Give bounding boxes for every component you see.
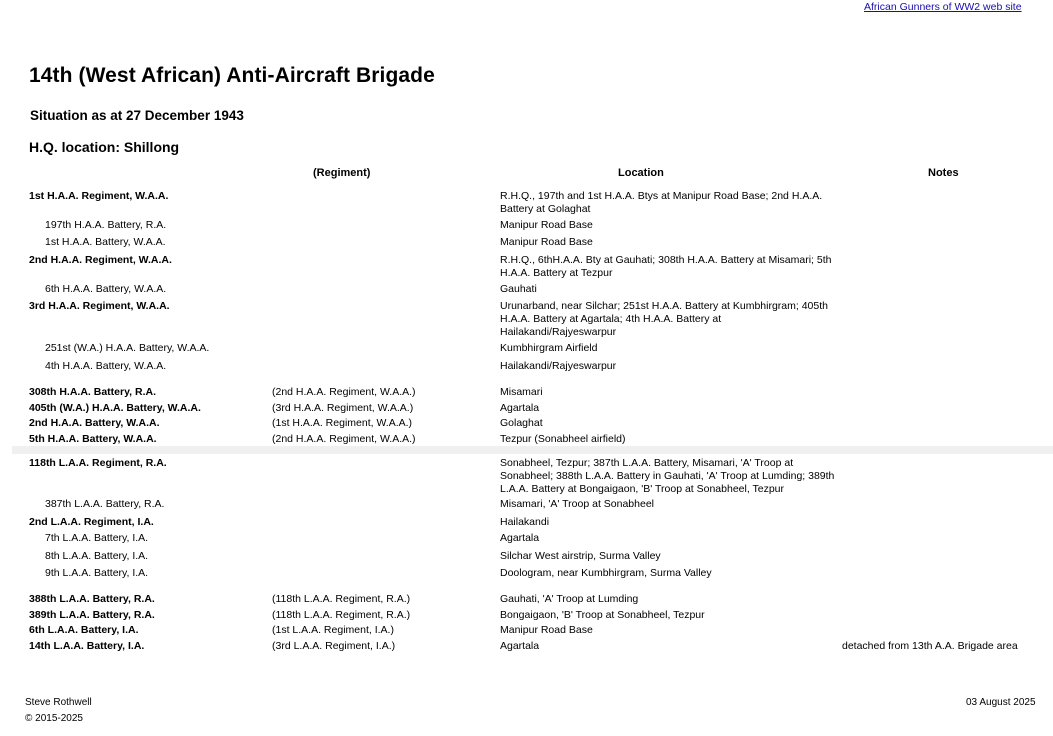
unit-location: Hailakandi — [500, 516, 550, 528]
unit-location: R.H.Q., 197th and 1st H.A.A. Btys at Manipur Road Base; 2nd H.A.A. Battery at Golaghat — [500, 190, 823, 215]
column-header-notes: Notes — [928, 167, 959, 179]
parent-regiment: (2nd H.A.A. Regiment, W.A.A.) — [272, 386, 416, 398]
parent-regiment: (118th L.A.A. Regiment, R.A.) — [272, 609, 411, 621]
unit-location: Bongaigaon, 'B' Troop at Sonabheel, Tezpur — [500, 609, 705, 621]
unit-name: 387th L.A.A. Battery, R.A. — [45, 498, 165, 510]
unit-name: 405th (W.A.) H.A.A. Battery, W.A.A. — [29, 402, 201, 414]
footer-date: 03 August 2025 — [966, 697, 1036, 708]
unit-location: Agartala — [500, 640, 540, 652]
unit-location: Manipur Road Base — [500, 624, 593, 636]
unit-name: 2nd H.A.A. Regiment, W.A.A. — [29, 254, 172, 266]
unit-name: 5th H.A.A. Battery, W.A.A. — [29, 433, 157, 445]
unit-name: 197th H.A.A. Battery, R.A. — [45, 219, 167, 231]
situation-date: Situation as at 27 December 1943 — [30, 108, 244, 123]
unit-location: Silchar West airstrip, Surma Valley — [500, 550, 661, 562]
unit-name: 6th L.A.A. Battery, I.A. — [29, 624, 139, 636]
column-header-location: Location — [618, 167, 664, 179]
unit-location: Tezpur (Sonabheel airfield) — [500, 433, 626, 445]
unit-location: Manipur Road Base — [500, 219, 593, 231]
unit-location: Agartala — [500, 402, 540, 414]
unit-name: 8th L.A.A. Battery, I.A. — [45, 550, 149, 562]
parent-regiment: (118th L.A.A. Regiment, R.A.) — [272, 593, 411, 605]
unit-location: R.H.Q., 6thH.A.A. Bty at Gauhati; 308th H.A.A. Battery at Misamari; 5th H.A.A. Battery at Tezpur — [500, 254, 832, 279]
unit-location: Sonabheel, Tezpur; 387th L.A.A. Battery, Misamari, 'A' Troop at Sonabheel; 388th L.A.A. Battery in Gauhati, 'A' Troop at Lumding; 389th L.A.A. Battery at Bongaigaon, 'B' Troop at Sonabheel, Tezpur — [500, 457, 835, 495]
unit-name: 388th L.A.A. Battery, R.A. — [29, 593, 155, 605]
unit-name: 251st (W.A.) H.A.A. Battery, W.A.A. — [45, 342, 210, 354]
unit-location: Doologram, near Kumbhirgram, Surma Valley — [500, 567, 712, 579]
unit-location: Gauhati — [500, 283, 537, 295]
parent-regiment: (3rd L.A.A. Regiment, I.A.) — [272, 640, 396, 652]
unit-location: Golaghat — [500, 417, 543, 429]
unit-name: 14th L.A.A. Battery, I.A. — [29, 640, 145, 652]
parent-regiment: (1st H.A.A. Regiment, W.A.A.) — [272, 417, 413, 429]
section-divider — [12, 446, 1053, 454]
unit-name: 3rd H.A.A. Regiment, W.A.A. — [29, 300, 170, 312]
unit-location: Hailakandi/Rajyeswarpur — [500, 360, 617, 372]
unit-name: 7th L.A.A. Battery, I.A. — [45, 532, 149, 544]
parent-regiment: (1st L.A.A. Regiment, I.A.) — [272, 624, 394, 636]
unit-name: 9th L.A.A. Battery, I.A. — [45, 567, 149, 579]
unit-name: 4th H.A.A. Battery, W.A.A. — [45, 360, 167, 372]
unit-location: Urunarband, near Silchar; 251st H.A.A. Battery at Kumbhirgram; 405th H.A.A. Battery at Agartala; 4th H.A.A. Battery at Hailakandi/Rajyeswarpur — [500, 300, 828, 338]
unit-location: Kumbhirgram Airfield — [500, 342, 598, 354]
unit-name: 1st H.A.A. Regiment, W.A.A. — [29, 190, 169, 202]
unit-location: Misamari, 'A' Troop at Sonabheel — [500, 498, 655, 510]
unit-location: Gauhati, 'A' Troop at Lumding — [500, 593, 639, 605]
unit-location: Misamari — [500, 386, 543, 398]
unit-name: 2nd H.A.A. Battery, W.A.A. — [29, 417, 160, 429]
unit-name: 389th L.A.A. Battery, R.A. — [29, 609, 155, 621]
unit-location: Agartala — [500, 532, 540, 544]
hq-location: H.Q. location: Shillong — [29, 139, 180, 155]
column-header-regiment: (Regiment) — [313, 167, 371, 179]
footer-author: Steve Rothwell — [25, 697, 92, 708]
footer-copyright: © 2015-2025 — [25, 713, 83, 724]
unit-name: 1st H.A.A. Battery, W.A.A. — [45, 236, 166, 248]
unit-name: 308th H.A.A. Battery, R.A. — [29, 386, 156, 398]
unit-name: 2nd L.A.A. Regiment, I.A. — [29, 516, 154, 528]
page-title: 14th (West African) Anti-Aircraft Brigade — [29, 64, 435, 87]
parent-regiment: (3rd H.A.A. Regiment, W.A.A.) — [272, 402, 414, 414]
unit-name: 6th H.A.A. Battery, W.A.A. — [45, 283, 167, 295]
unit-location: Manipur Road Base — [500, 236, 593, 248]
unit-name: 118th L.A.A. Regiment, R.A. — [29, 457, 167, 469]
parent-regiment: (2nd H.A.A. Regiment, W.A.A.) — [272, 433, 416, 445]
site-link[interactable]: African Gunners of WW2 web site — [864, 1, 1022, 13]
unit-notes: detached from 13th A.A. Brigade area — [842, 640, 1018, 652]
